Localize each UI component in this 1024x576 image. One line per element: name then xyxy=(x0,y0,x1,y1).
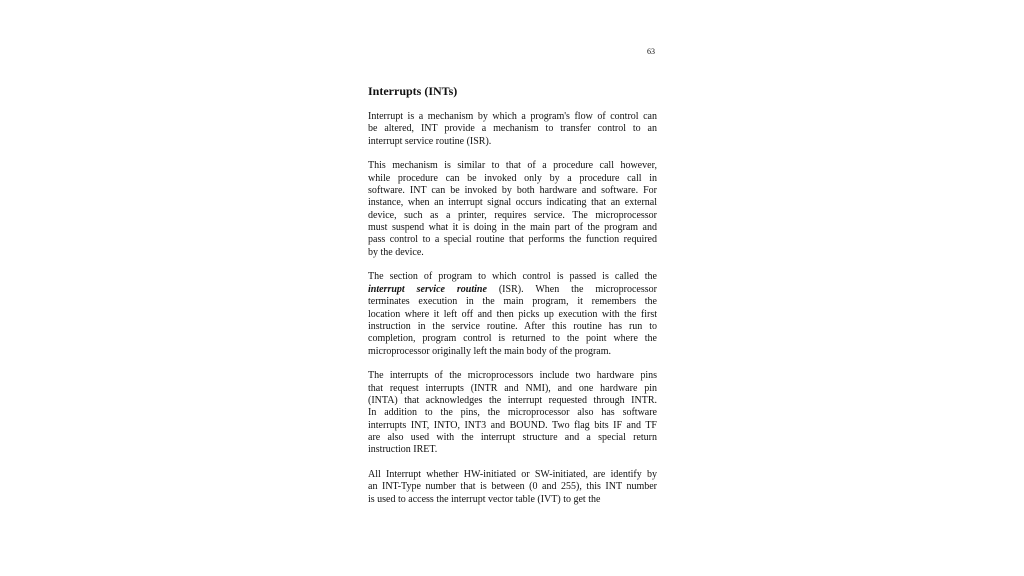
paragraph-5 xyxy=(368,469,657,506)
paragraph-line: The section of program to which control is passed is called the xyxy=(368,271,657,283)
paragraph-line: interrupt service routine (ISR). xyxy=(368,135,492,147)
paragraph-line: while procedure can be invoked only by a procedure call in xyxy=(368,172,657,184)
paragraph-line: All Interrupt whether HW-initiated or SW-initiated, are identify by xyxy=(368,468,657,480)
paragraph-line: This mechanism is similar to that of a procedure call however, xyxy=(368,160,657,172)
paragraph-line: microprocessor originally left the main body of the program. xyxy=(368,345,611,357)
document-page xyxy=(368,44,657,564)
paragraph-line: terminates execution in the main program, it remembers the xyxy=(368,296,657,308)
paragraph-line: by the device. xyxy=(368,246,424,258)
paragraph-line: instance, when an interrupt signal occurs indicating that an external xyxy=(368,197,657,209)
paragraph-line: instruction IRET. xyxy=(368,444,438,456)
emphasized-term: interrupt service routine xyxy=(368,283,487,295)
page-number: 63 xyxy=(647,47,655,56)
paragraph-line: pass control to a special routine that performs the function required xyxy=(368,234,657,246)
paragraph-line: be altered, INT provide a mechanism to transfer control to an xyxy=(368,123,657,135)
paragraph-line-emphasis xyxy=(368,284,657,296)
paragraph-line: Interrupt is a mechanism by which a program's flow of control can xyxy=(368,111,657,122)
paragraph-line: The interrupts of the microprocessors include two hardware pins xyxy=(368,370,657,382)
paragraph-line: (INTA) that acknowledges the interrupt requested through INTR. xyxy=(368,394,657,406)
paragraph-4 xyxy=(368,370,657,456)
paragraph-line: instruction in the service routine. After this routine has run to xyxy=(368,320,657,332)
paragraph-line: that request interrupts (INTR and NMI), and one hardware pin xyxy=(368,382,657,394)
document-body xyxy=(368,111,657,518)
paragraph-line: are also used with the interrupt structure and a special return xyxy=(368,431,657,443)
paragraph-line: interrupts INT, INTO, INT3 and BOUND. Two flag bits IF and TF xyxy=(368,419,657,431)
paragraph-line: must suspend what it is doing in the main part of the program and xyxy=(368,222,657,234)
paragraph-line: location where it left off and then picks up execution with the first xyxy=(368,308,657,320)
paragraph-line: is used to access the interrupt vector table (IVT) to get the xyxy=(368,493,601,505)
paragraph-line: In addition to the pins, the microprocessor also has software xyxy=(368,407,657,419)
paragraph-2 xyxy=(368,160,657,259)
paragraph-line: software. INT can be invoked by both hardware and software. For xyxy=(368,185,657,197)
paragraph-3 xyxy=(368,271,657,357)
paragraph-line: an INT-Type number that is between (0 and 255), this INT number xyxy=(368,481,657,493)
paragraph-line: device, such as a printer, requires service. The microprocessor xyxy=(368,209,657,221)
paragraph-line: completion, program control is returned to the point where the xyxy=(368,333,657,345)
term-suffix: (ISR). When the microprocessor xyxy=(486,283,657,295)
paragraph-1 xyxy=(368,111,657,148)
section-heading: Interrupts (INTs) xyxy=(368,84,458,98)
